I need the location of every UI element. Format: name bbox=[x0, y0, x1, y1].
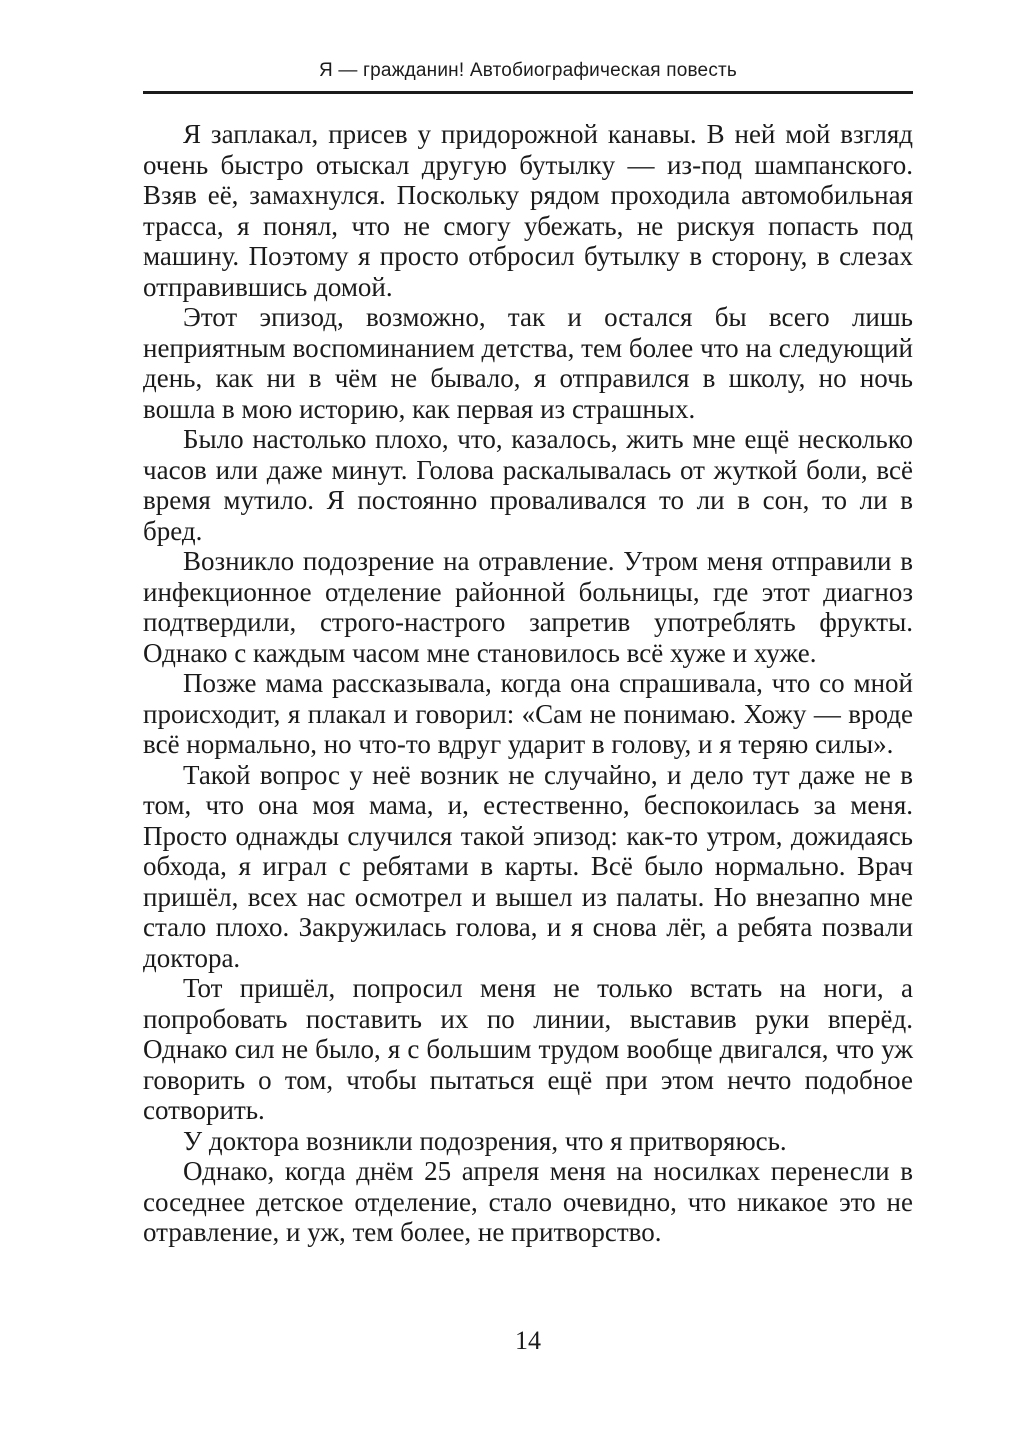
header-rule bbox=[143, 91, 913, 94]
paragraph: Было настолько плохо, что, казалось, жить мне ещё несколько часов или даже минут. Голова раскалывалась от жуткой боли, всё время мутило. Я постоянно проваливался то ли в сон, то ли в бред. bbox=[143, 424, 913, 546]
paragraph: Позже мама рассказывала, когда она спрашивала, что со мной происходит, я плакал и говорил: «Сам не понимаю. Хожу — вроде всё нормально, но что-то вдруг ударит в голову, и я теряю силы». bbox=[143, 668, 913, 759]
page-body bbox=[143, 119, 913, 1248]
paragraph: У доктора возникли подозрения, что я притворяюсь. bbox=[183, 1125, 787, 1156]
paragraph: Я заплакал, присев у придорожной канавы. В ней мой взгляд очень быстро отыскал другую бутылку — из-под шампанского. Взяв её, замахнулся. Поскольку рядом проходила автомобильная трасса, я понял, что не смогу убежать, не рискуя попасть под машину. Поэтому я просто отбросил бутылку в сторону, в слезах отправившись домой. bbox=[143, 119, 913, 302]
paragraph: Возникло подозрение на отравление. Утром меня отправили в инфекционное отделение районной больницы, где этот диагноз подтвердили, строго-настрого запретив употреблять фрукты. Однако с каждым часом мне становилось всё хуже и хуже. bbox=[143, 546, 913, 668]
running-header-title: Я — гражданин! Автобиографическая повесть bbox=[318, 60, 738, 81]
paragraph: Такой вопрос у неё возник не случайно, и дело тут даже не в том, что она моя мама, и, естественно, беспокоилась за меня. Просто однажды случился такой эпизод: как-то утром, дожидаясь обхода, я играл с ребятами в карты. Всё было нормально. Врач пришёл, всех нас осмотрел и вышел из палаты. Но внезапно мне стало плохо. Закружилась голова, и я снова лёг, а ребята позвали доктора. bbox=[143, 759, 913, 973]
text-column bbox=[143, 60, 913, 1248]
paragraph: Тот пришёл, попросил меня не только встать на ноги, а попробовать поставить их по линии, выставив руки вперёд. Однако сил не было, я с большим трудом вообще двигался, что уж говорить о том, чтобы пытаться ещё при этом нечто подобное сотворить. bbox=[143, 973, 913, 1125]
paragraph: Однако, когда днём 25 апреля меня на носилках перенесли в соседнее детское отделение, стало очевидно, что никакое это не отравление, и уж, тем более, не притворство. bbox=[143, 1156, 913, 1247]
paragraph: Этот эпизод, возможно, так и остался бы всего лишь неприятным воспоминанием детства, тем более что на следующий день, как ни в чём не бывало, я отправился в школу, но ночь вошла в мою историю, как первая из страшных. bbox=[143, 302, 913, 424]
page-number: 14 bbox=[515, 1326, 541, 1355]
